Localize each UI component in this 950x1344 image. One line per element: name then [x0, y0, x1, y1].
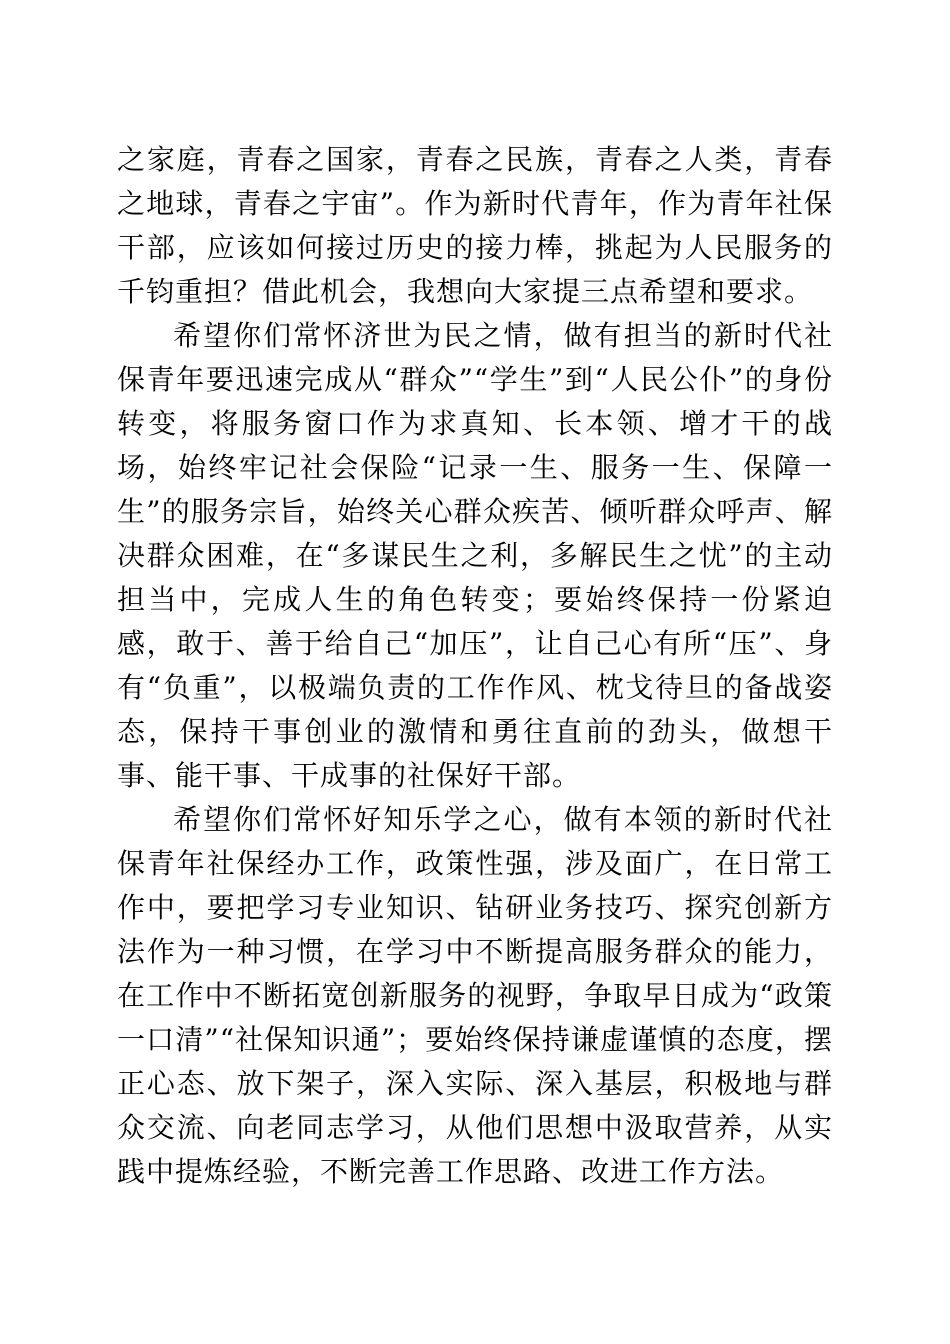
text-body: [117, 138, 833, 1194]
paragraph-hope-1: 希望你们常怀济世为民之情，做有担当的新时代社保青年要迅速完成从“群众”“学生”到“人民公仆”的身份转变，将服务窗口作为求真知、长本领、增才干的战场，始终牢记社会保险“记录一生、服务一生、保障一生”的服务宗旨，始终关心群众疾苦、倾听群众呼声、解决群众困难，在“多谋民生之利，多解民生之忧”的主动担当中，完成人生的角色转变；要始终保持一份紧迫感，敢于、善于给自己“加压”，让自己心有所“压”、身有“负重”，以极端负责的工作作风、枕戈待旦的备战姿态，保持干事创业的激情和勇往直前的劲头，做想干事、能干事、干成事的社保好干部。: [117, 319, 833, 792]
paragraph-hope-2: 希望你们常怀好知乐学之心，做有本领的新时代社保青年社保经办工作，政策性强，涉及面广，在日常工作中，要把学习专业知识、钻研业务技巧、探究创新方法作为一种习惯，在学习中不断提高服务群众的能力，在工作中不断拓宽创新服务的视野，争取早日成为“政策一口清”“社保知识通”；要始终保持谦虚谨慎的态度，摆正心态、放下架子，深入实际、深入基层，积极地与群众交流、向老同志学习，从他们思想中汲取营养，从实践中提炼经验，不断完善工作思路、改进工作方法。: [117, 803, 833, 1188]
paragraph-continuation: 之家庭，青春之国家，青春之民族，青春之人类，青春之地球，青春之宇宙”。作为新时代青年，作为青年社保干部，应该如何接过历史的接力棒，挑起为人民服务的千钧重担？借此机会，我想向大家提三点希望和要求。: [117, 143, 833, 308]
